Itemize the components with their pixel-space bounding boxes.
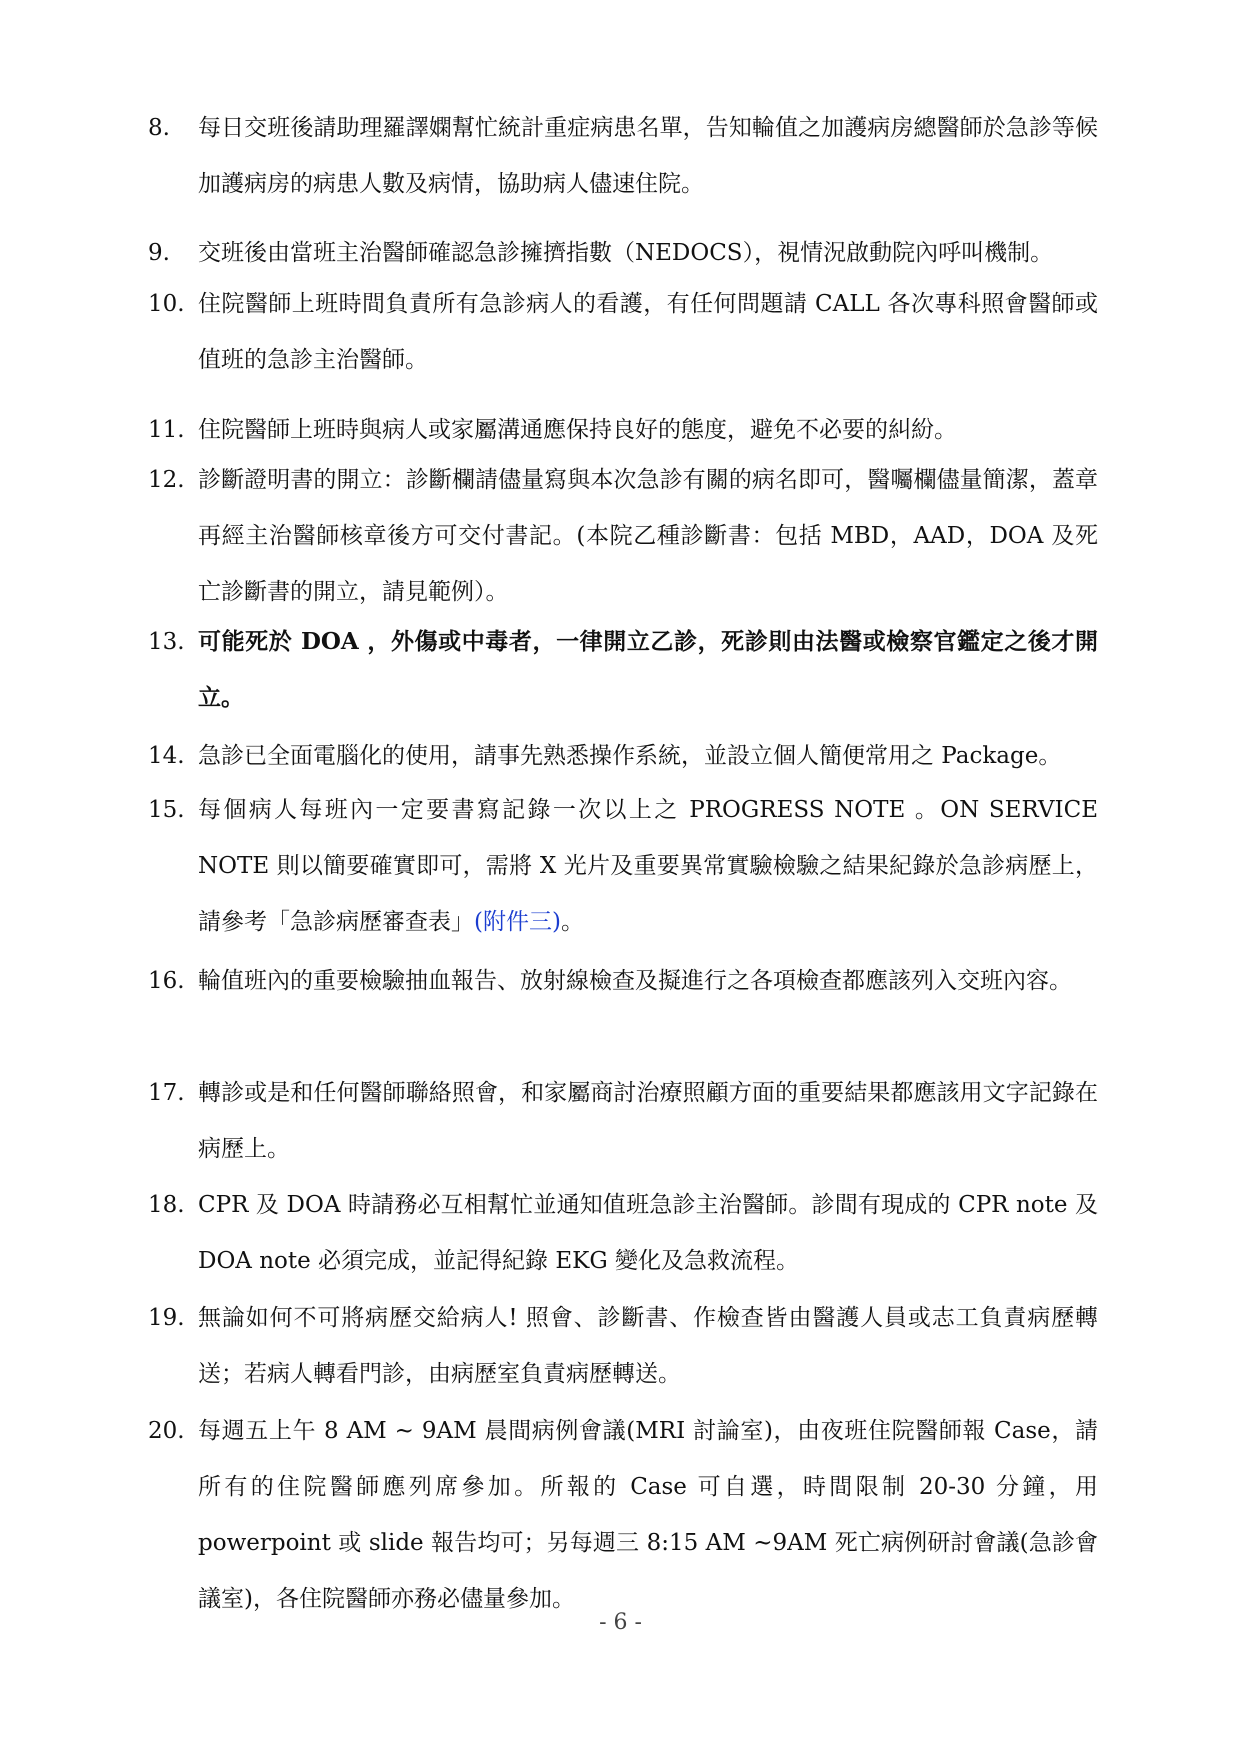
item-number: 15. bbox=[148, 797, 185, 823]
item-text: CPR 及 DOA 時請務必互相幫忙並通知值班急診主治醫師。診間有現成的 CPR note 及 DOA note 必須完成，並記得紀錄 EKG 變化及急救流程。 bbox=[198, 1192, 1098, 1274]
item-text: 轉診或是和任何醫師聯絡照會，和家屬商討治療照顧方面的重要結果都應該用文字記錄在病歷上。 bbox=[198, 1080, 1098, 1162]
item-text: 每日交班後請助理羅譯嫻幫忙統計重症病患名單，告知輪值之加護病房總醫師於急診等候加護病房的病患人數及病情，協助病人儘速住院。 bbox=[198, 115, 1098, 197]
list-item-9 bbox=[148, 225, 1098, 281]
list-item-14 bbox=[148, 728, 1098, 784]
item-number: 18. bbox=[148, 1192, 185, 1218]
item-text: 無論如何不可將病歷交給病人! 照會、診斷書、作檢查皆由醫護人員或志工負責病歷轉送；若病人轉看門診，由病歷室負責病歷轉送。 bbox=[198, 1305, 1098, 1387]
item-text: 住院醫師上班時與病人或家屬溝通應保持良好的態度，避免不必要的糾紛。 bbox=[198, 417, 957, 443]
list-item-8 bbox=[148, 100, 1098, 212]
item-number: 8. bbox=[148, 115, 170, 141]
item-number: 9. bbox=[148, 240, 170, 266]
item-text-tail: 。 bbox=[560, 909, 584, 935]
item-number: 13. bbox=[148, 629, 185, 655]
item-text bbox=[198, 782, 1098, 950]
item-text: 輪值班內的重要檢驗抽血報告、放射線檢查及擬進行之各項檢查都應該列入交班內容。 bbox=[198, 968, 1072, 994]
item-text: 急診已全面電腦化的使用，請事先熟悉操作系統，並設立個人簡便常用之 Package。 bbox=[198, 743, 1062, 769]
item-number: 10. bbox=[148, 291, 185, 317]
list-item-19 bbox=[148, 1290, 1098, 1402]
item-text: 住院醫師上班時間負責所有急診病人的看護，有任何問題請 CALL 各次專科照會醫師或值班的急診主治醫師。 bbox=[198, 291, 1098, 373]
item-number: 16. bbox=[148, 968, 185, 994]
list-item-18 bbox=[148, 1177, 1098, 1289]
list-item-12 bbox=[148, 452, 1098, 620]
list-item-16 bbox=[148, 953, 1098, 1009]
list-item-20 bbox=[148, 1403, 1098, 1627]
item-number: 17. bbox=[148, 1080, 185, 1106]
item-text-bold: 可能死於 DOA ，外傷或中毒者，一律開立乙診，死診則由法醫或檢察官鑑定之後才開立。 bbox=[198, 628, 1098, 711]
item-text: 診斷證明書的開立：診斷欄請儘量寫與本次急診有關的病名即可，醫囑欄儘量簡潔，蓋章再經主治醫師核章後方可交付書記。(本院乙種診斷書：包括 MBD，AAD，DOA 及死亡診斷書的開立，請見範例）。 bbox=[198, 467, 1098, 605]
list-item-11 bbox=[148, 402, 1098, 458]
item-number: 19. bbox=[148, 1305, 185, 1331]
item-text: 每週五上午 8 AM ~ 9AM 晨間病例會議(MRI 討論室)，由夜班住院醫師報 Case，請所有的住院醫師應列席參加。所報的 Case 可自選，時間限制 20-30 分鐘，用 powerpoint 或 slide 報告均可；另每週三 8:15 AM ~9AM 死亡病例研討會議(急診會議室)，各住院醫師亦務必儘量參加。 bbox=[198, 1418, 1098, 1612]
item-text: 交班後由當班主治醫師確認急診擁擠指數（NEDOCS），視情況啟動院內呼叫機制。 bbox=[198, 240, 1054, 266]
list-item-17 bbox=[148, 1065, 1098, 1177]
item-number: 11. bbox=[148, 417, 185, 443]
item-number: 14. bbox=[148, 743, 185, 769]
item-number: 12. bbox=[148, 467, 185, 493]
list-item-13 bbox=[148, 614, 1098, 726]
appendix-link[interactable]: (附件三) bbox=[474, 909, 561, 935]
item-number: 20. bbox=[148, 1418, 185, 1444]
list-item-15 bbox=[148, 782, 1098, 950]
page-number: - 6 - bbox=[599, 1610, 642, 1635]
item-text-main: 每個病人每班內一定要書寫記錄一次以上之 PROGRESS NOTE 。ON SERVICE NOTE 則以簡要確實即可，需將 X 光片及重要異常實驗檢驗之結果紀錄於急診病歷上，請參考「急診病歷審查表」 bbox=[198, 797, 1098, 935]
list-item-10 bbox=[148, 276, 1098, 388]
